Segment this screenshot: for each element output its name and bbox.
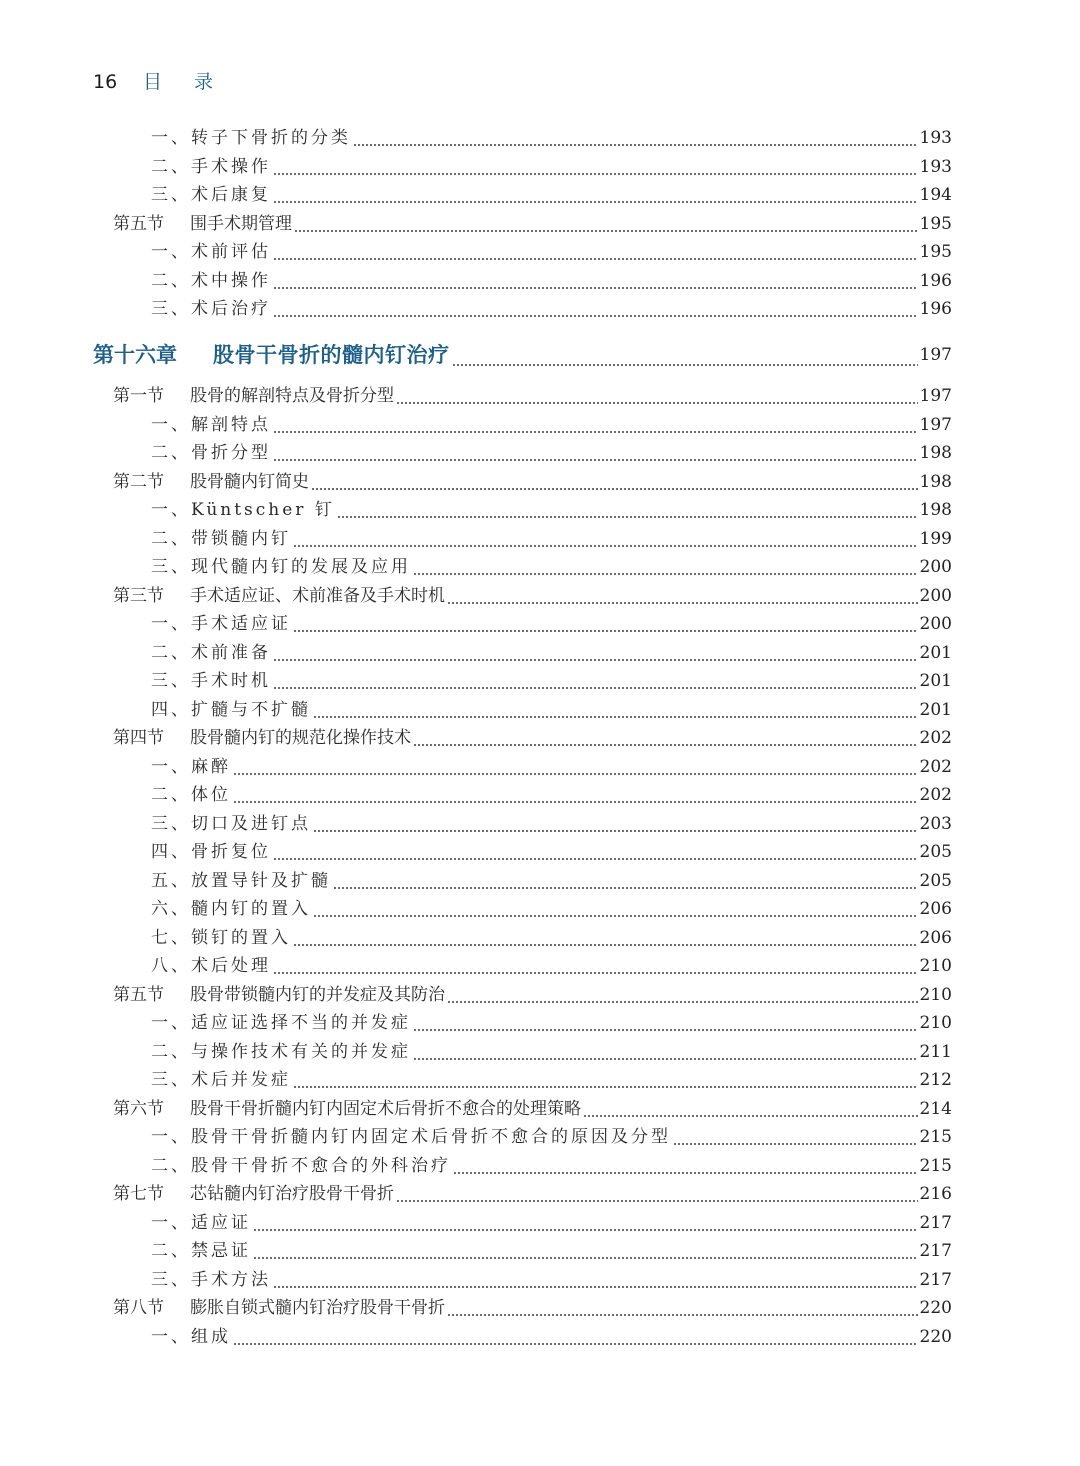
toc-item	[151, 181, 952, 209]
toc-title: 二、股骨干骨折不愈合的外科治疗	[151, 1155, 451, 1176]
dot-leader	[273, 411, 918, 439]
toc-title: 一、解剖特点	[151, 414, 271, 435]
toc-label: 第七节	[113, 1184, 164, 1204]
toc-section	[113, 1180, 952, 1208]
toc-section	[113, 1095, 952, 1123]
dot-leader	[313, 895, 918, 923]
toc-item	[151, 1209, 952, 1237]
toc-item	[151, 895, 952, 923]
toc-item	[151, 267, 952, 295]
toc-page-number: 198	[919, 443, 952, 463]
dot-leader	[413, 553, 918, 581]
toc-page-number: 220	[919, 1326, 952, 1347]
dot-leader	[293, 1066, 918, 1094]
toc-label: 第三节	[113, 585, 164, 606]
toc-title: 三、手术时机	[151, 671, 271, 691]
toc-section	[113, 1294, 952, 1322]
toc-title: 股骨干骨折髓内钉内固定术后骨折不愈合的处理策略	[190, 1098, 581, 1119]
toc-page-number: 211	[919, 1041, 952, 1062]
toc-item	[151, 1009, 952, 1037]
toc-item	[151, 1237, 952, 1265]
toc-item	[151, 1066, 952, 1094]
dot-leader	[396, 1180, 918, 1208]
page-number: 16	[93, 71, 118, 93]
toc-title: 六、髓内钉的置入	[151, 899, 311, 919]
dot-leader	[273, 952, 918, 980]
running-title: 目录	[143, 71, 246, 93]
toc-page-number: 215	[919, 1127, 952, 1147]
dot-leader	[337, 496, 918, 524]
dot-leader	[311, 468, 918, 496]
dot-leader	[253, 1237, 918, 1265]
dot-leader	[673, 1123, 918, 1151]
dot-leader	[413, 724, 918, 752]
toc-title: 一、适应证选择不当的并发症	[151, 1013, 411, 1033]
toc-section	[113, 582, 952, 610]
toc-title: 手术适应证、术前准备及手术时机	[190, 585, 445, 606]
dot-leader	[413, 1009, 918, 1037]
toc-title: 股骨干骨折的髓内钉治疗	[213, 342, 450, 367]
dot-leader	[273, 267, 918, 295]
toc-item	[151, 867, 952, 895]
dot-leader	[293, 610, 918, 638]
toc-page-number: 206	[919, 899, 952, 919]
toc-title: 三、手术方法	[151, 1269, 271, 1290]
toc-title: 股骨的解剖特点及骨折分型	[190, 386, 394, 406]
toc-title: 围手术期管理	[190, 213, 292, 234]
toc-page-number: 199	[919, 528, 952, 549]
toc-label: 第六节	[113, 1098, 164, 1119]
dot-leader	[293, 525, 918, 553]
toc-title: 一、转子下骨折的分类	[151, 128, 351, 148]
dot-leader	[453, 1152, 918, 1180]
toc-page-number: 197	[919, 414, 952, 435]
toc-item	[151, 810, 952, 838]
toc-title: 三、术后并发症	[151, 1070, 291, 1090]
toc-section	[113, 724, 952, 752]
toc-item	[151, 496, 952, 524]
toc-item	[151, 1123, 952, 1151]
dot-leader	[273, 838, 918, 866]
toc-page-number: 202	[919, 756, 952, 777]
toc-page-number: 210	[919, 1013, 952, 1033]
toc-item	[151, 1323, 952, 1351]
dot-leader	[452, 337, 918, 373]
toc-item	[151, 525, 952, 553]
toc-page-number: 215	[919, 1155, 952, 1176]
dot-leader	[233, 781, 918, 809]
toc-section	[113, 210, 952, 238]
toc-title: 八、术后处理	[151, 956, 271, 976]
toc-title: 五、放置导针及扩髓	[151, 870, 331, 891]
toc-item	[151, 838, 952, 866]
toc-section	[113, 382, 952, 410]
toc-title: 股骨髓内钉简史	[190, 471, 309, 492]
dot-leader	[333, 867, 918, 895]
toc-item	[151, 153, 952, 181]
toc-item	[151, 753, 952, 781]
toc-section	[113, 468, 952, 496]
toc-page-number: 205	[919, 870, 952, 891]
toc-title: 一、术前评估	[151, 242, 271, 262]
running-header	[93, 66, 245, 98]
toc-title: 一、手术适应证	[151, 614, 291, 634]
toc-section	[113, 981, 952, 1009]
toc-item	[151, 439, 952, 467]
toc-title: 七、锁钉的置入	[151, 927, 291, 948]
toc-page-number: 203	[919, 813, 952, 834]
toc-item	[151, 667, 952, 695]
toc-page-number: 200	[919, 557, 952, 577]
dot-leader	[273, 181, 918, 209]
toc-item	[151, 639, 952, 667]
toc-item	[151, 696, 952, 724]
dot-leader	[273, 238, 918, 266]
toc-page-number: 217	[919, 1212, 952, 1233]
toc-page-number: 201	[919, 671, 952, 691]
dot-leader	[353, 124, 918, 152]
dot-leader	[396, 382, 918, 410]
toc-item	[151, 238, 952, 266]
dot-leader	[273, 295, 918, 323]
dot-leader	[233, 1323, 918, 1351]
toc-page-number: 210	[919, 956, 952, 976]
toc-item	[151, 952, 952, 980]
toc-page-number: 200	[919, 614, 952, 634]
toc-page-number: 210	[919, 984, 952, 1005]
toc-title: 二、术前准备	[151, 642, 271, 663]
toc-page-number: 202	[919, 728, 952, 748]
toc-item	[151, 411, 952, 439]
toc-page-number: 196	[919, 299, 952, 319]
dot-leader	[293, 924, 918, 952]
dot-leader	[583, 1095, 918, 1123]
toc-page-number: 195	[919, 213, 952, 234]
toc-title: 二、禁忌证	[151, 1241, 251, 1261]
toc-page-number: 216	[919, 1184, 952, 1204]
toc-title: 三、现代髓内钉的发展及应用	[151, 557, 411, 577]
dot-leader	[253, 1209, 918, 1237]
dot-leader	[447, 582, 918, 610]
toc-page-number: 217	[919, 1241, 952, 1261]
toc-page-number: 212	[919, 1070, 952, 1090]
toc-item	[151, 1152, 952, 1180]
toc-title: 二、体位	[151, 785, 231, 805]
dot-leader	[294, 210, 918, 238]
toc-page-number: 200	[919, 585, 952, 606]
toc-item	[151, 924, 952, 952]
dot-leader	[313, 696, 918, 724]
toc-title: 一、股骨干骨折髓内钉内固定术后骨折不愈合的原因及分型	[151, 1127, 671, 1147]
toc-page-number: 202	[919, 785, 952, 805]
toc-page-number: 220	[919, 1298, 952, 1318]
dot-leader	[233, 753, 918, 781]
toc-title: 三、术后治疗	[151, 299, 271, 319]
toc-chapter	[93, 337, 952, 373]
toc-page-number: 194	[919, 185, 952, 205]
toc-page-number: 193	[919, 128, 952, 148]
toc-title: 一、麻醉	[151, 756, 231, 777]
toc-item	[151, 124, 952, 152]
toc-title: 三、术后康复	[151, 185, 271, 205]
toc-label: 第五节	[113, 984, 164, 1005]
toc-item	[151, 781, 952, 809]
toc-item	[151, 1266, 952, 1294]
toc-title: 二、带锁髓内钉	[151, 528, 291, 549]
toc-page-number: 197	[919, 386, 952, 406]
dot-leader	[273, 153, 918, 181]
dot-leader	[273, 439, 918, 467]
toc-page-number: 201	[919, 642, 952, 663]
toc-title: 二、手术操作	[151, 156, 271, 177]
toc-title: 四、扩髓与不扩髓	[151, 699, 311, 720]
dot-leader	[447, 1294, 918, 1322]
toc-title: 三、切口及进钉点	[151, 813, 311, 834]
toc-page-number: 201	[919, 699, 952, 720]
toc-page-number: 198	[919, 500, 952, 520]
toc-page-number: 198	[919, 471, 952, 492]
toc-title: 股骨带锁髓内钉的并发症及其防治	[190, 984, 445, 1005]
toc-page-number: 197	[919, 345, 952, 365]
toc-title: 一、适应证	[151, 1212, 251, 1233]
toc-title: 一、组成	[151, 1326, 231, 1347]
toc-item	[151, 1038, 952, 1066]
dot-leader	[413, 1038, 918, 1066]
toc-page-number: 205	[919, 842, 952, 862]
toc-label: 第四节	[113, 728, 164, 748]
dot-leader	[273, 667, 918, 695]
toc-page-number: 195	[919, 242, 952, 262]
toc-title: 四、骨折复位	[151, 842, 271, 862]
toc-label: 第十六章	[93, 342, 177, 367]
toc-label: 第五节	[113, 213, 164, 234]
toc-label: 第一节	[113, 386, 164, 406]
toc-item	[151, 610, 952, 638]
toc-title: 芯钻髓内钉治疗股骨干骨折	[190, 1184, 394, 1204]
toc-item	[151, 295, 952, 323]
toc-item	[151, 553, 952, 581]
toc-title: 股骨髓内钉的规范化操作技术	[190, 728, 411, 748]
dot-leader	[313, 810, 918, 838]
toc-page-number: 214	[919, 1098, 952, 1119]
toc-title: 二、术中操作	[151, 270, 271, 291]
toc-page-number: 193	[919, 156, 952, 177]
dot-leader	[273, 1266, 918, 1294]
toc-page-number: 196	[919, 270, 952, 291]
toc-title: 膨胀自锁式髓内钉治疗股骨干骨折	[190, 1298, 445, 1318]
toc-title: 一、Küntscher 钉	[151, 500, 335, 520]
toc-page-number: 206	[919, 927, 952, 948]
toc-label: 第八节	[113, 1298, 164, 1318]
toc-page-number: 217	[919, 1269, 952, 1290]
toc-label: 第二节	[113, 471, 164, 492]
toc-title: 二、骨折分型	[151, 443, 271, 463]
dot-leader	[447, 981, 918, 1009]
toc-title: 二、与操作技术有关的并发症	[151, 1041, 411, 1062]
dot-leader	[273, 639, 918, 667]
